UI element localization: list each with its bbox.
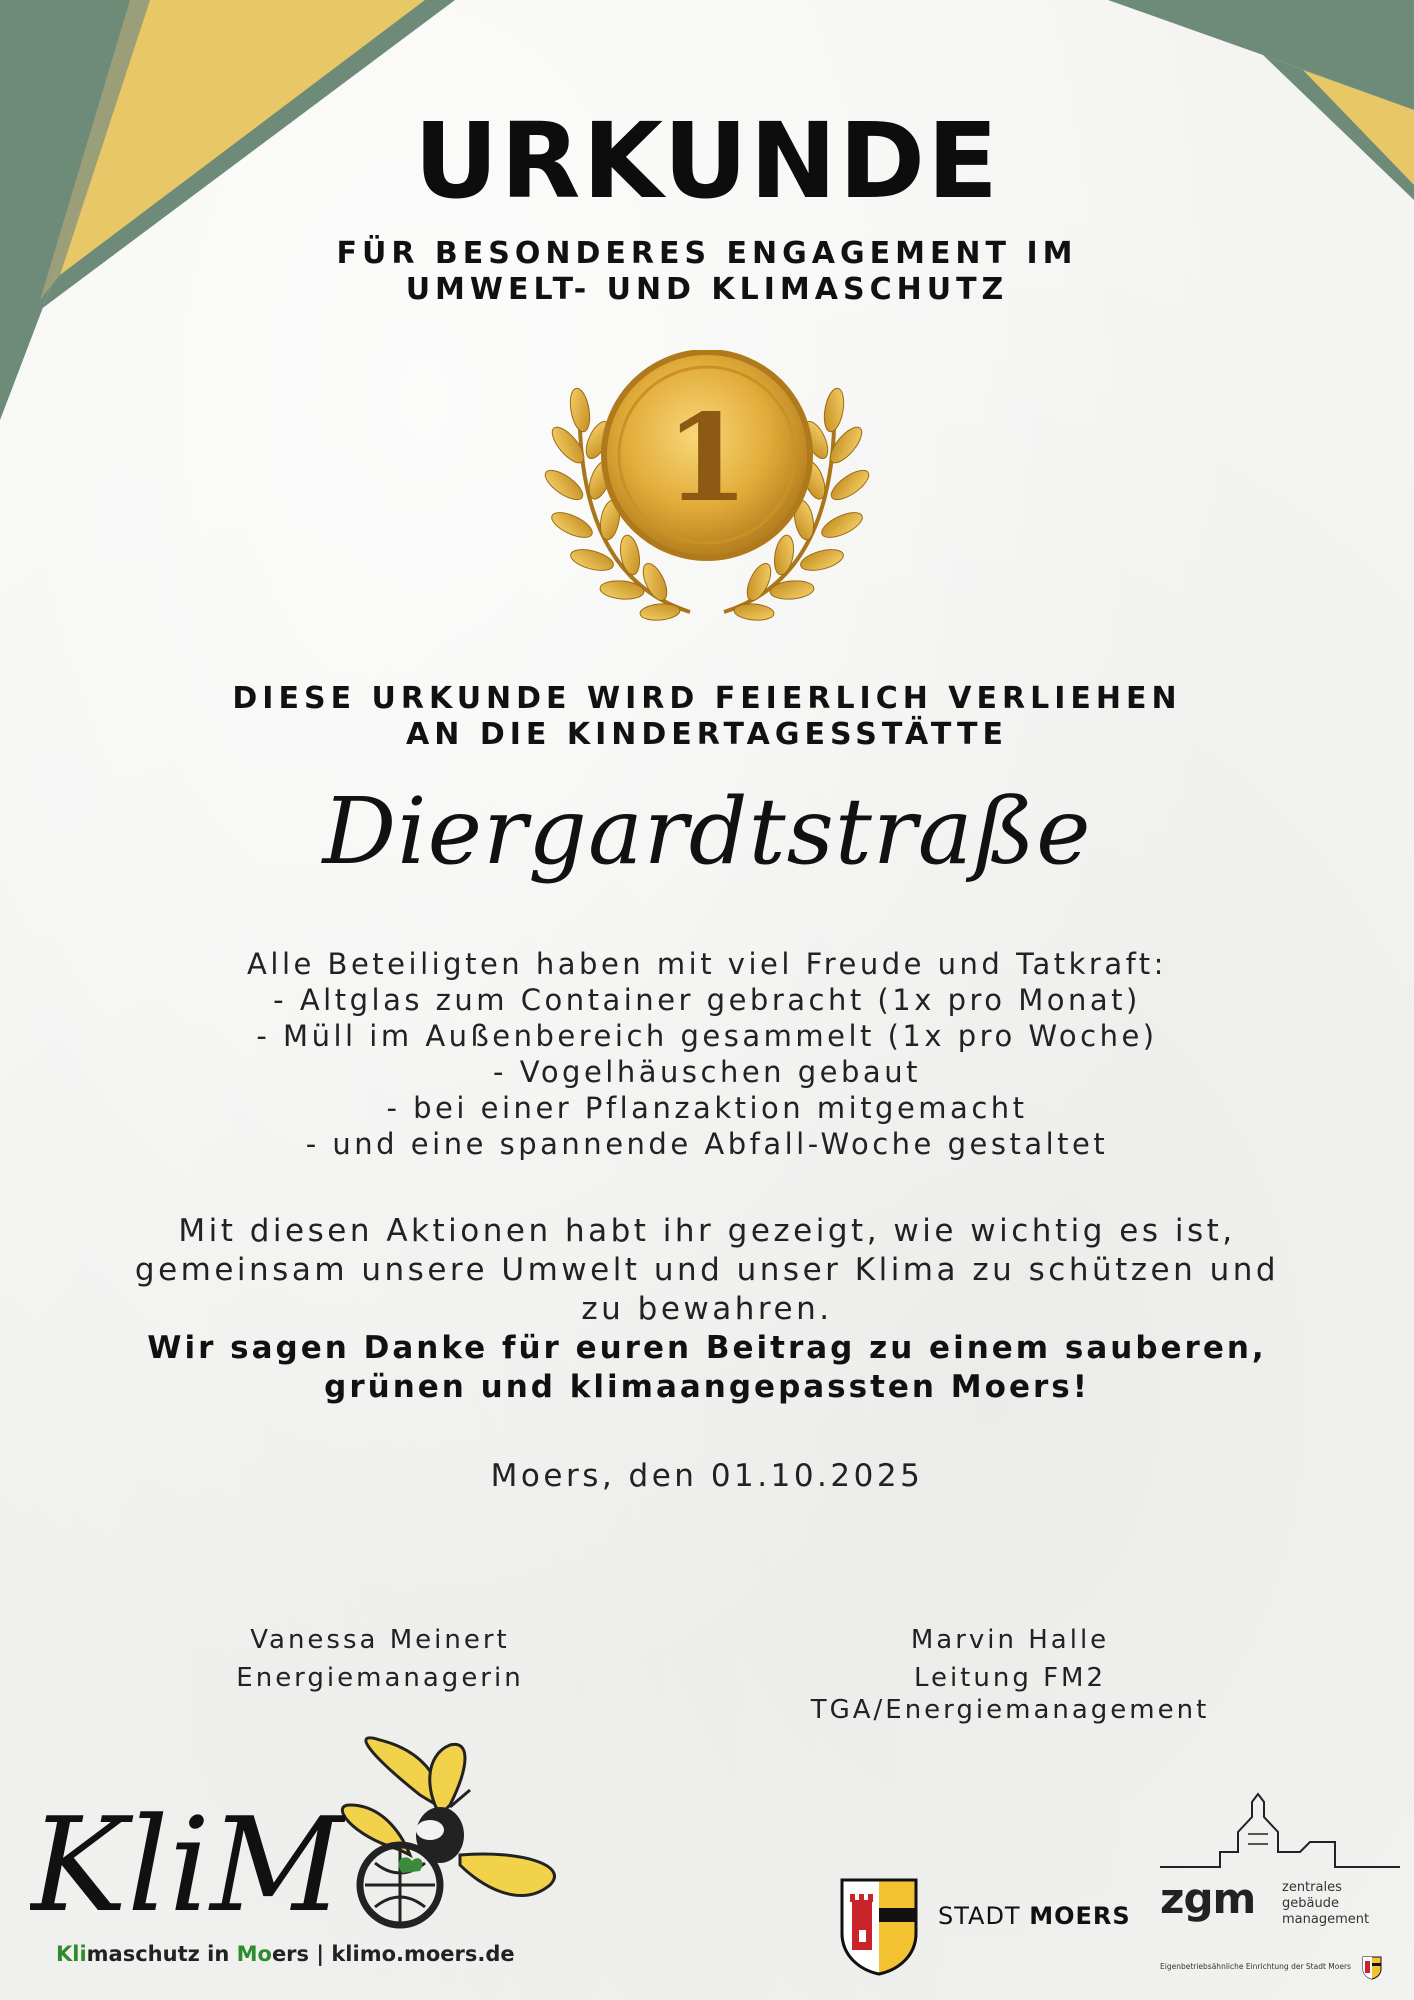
- award-statement: [0, 681, 1414, 753]
- activity-line: Alle Beteiligten haben mit viel Freude und Tatkraft:: [247, 947, 1167, 981]
- zgm-small-crest-icon: [1362, 1956, 1382, 1980]
- activities-list: [0, 946, 1414, 1162]
- activity-line: - Altglas zum Container gebracht (1x pro Monat): [273, 983, 1141, 1017]
- page-title: URKUNDE: [413, 100, 1001, 222]
- signer-role: Energiemanagerin: [236, 1663, 524, 1693]
- message-line: Mit diesen Aktionen habt ihr gezeigt, wie wichtig es ist,: [178, 1213, 1236, 1249]
- message: [0, 1212, 1414, 1407]
- zgm-line: gebäude: [1282, 1896, 1339, 1911]
- message-line: gemeinsam unsere Umwelt und unser Klima zu schützen und: [134, 1252, 1280, 1288]
- recipient-name: Diergardtstraße: [322, 778, 1092, 885]
- medal-laurel-icon: [530, 350, 884, 650]
- signature-left: [180, 1622, 580, 1694]
- klimo-logo-text: KliM: [30, 1789, 344, 1941]
- activity-line: - und eine spannende Abfall-Woche gestaltet: [305, 1127, 1109, 1161]
- signer-name: Marvin Halle: [910, 1625, 1110, 1655]
- thanks-line: Wir sagen Danke für euren Beitrag zu einem sauberen,: [147, 1330, 1267, 1366]
- award-line: DIESE URKUNDE WIRD FEIERLICH VERLIEHEN: [232, 681, 1182, 716]
- signature-right: [780, 1622, 1240, 1726]
- zgm-line: zentrales: [1282, 1880, 1342, 1895]
- activity-line: - Vogelhäuschen gebaut: [493, 1055, 921, 1089]
- zgm-building-icon: [1160, 1792, 1400, 1872]
- signer-role: TGA/Energiemanagement: [810, 1695, 1210, 1725]
- award-line: AN DIE KINDERTAGESSTÄTTE: [406, 717, 1008, 752]
- date: Moers, den 01.10.2025: [490, 1458, 924, 1494]
- message-line: zu bewahren.: [581, 1291, 833, 1327]
- activity-line: - bei einer Pflanzaktion mitgemacht: [386, 1091, 1028, 1125]
- signer-name: Vanessa Meinert: [250, 1625, 510, 1655]
- zgm-logo: zgm: [1160, 1874, 1256, 1923]
- stadt-moers-crest-icon: [840, 1878, 918, 1976]
- stadt-moers-label: STADT MOERS: [938, 1902, 1131, 1930]
- subtitle: [0, 236, 1414, 308]
- thanks-line: grünen und klimaangepassten Moers!: [324, 1369, 1090, 1405]
- zgm-line: management: [1282, 1912, 1370, 1927]
- klimo-tagline: Klimaschutz in Moers | klimo.moers.de: [56, 1942, 515, 1966]
- medal-number: 1: [665, 388, 749, 529]
- subtitle-line: UMWELT- UND KLIMASCHUTZ: [405, 272, 1009, 307]
- activity-line: - Müll im Außenbereich gesammelt (1x pro Woche): [256, 1019, 1158, 1053]
- klimo-logo: [30, 1735, 570, 1945]
- subtitle-line: FÜR BESONDERES ENGAGEMENT IM: [336, 236, 1078, 271]
- zgm-small-print: Eigenbetriebsähnliche Einrichtung der Stadt Moers: [1160, 1962, 1351, 1971]
- zgm-subtitle: [1282, 1880, 1369, 1928]
- signer-role: Leitung FM2: [913, 1663, 1107, 1693]
